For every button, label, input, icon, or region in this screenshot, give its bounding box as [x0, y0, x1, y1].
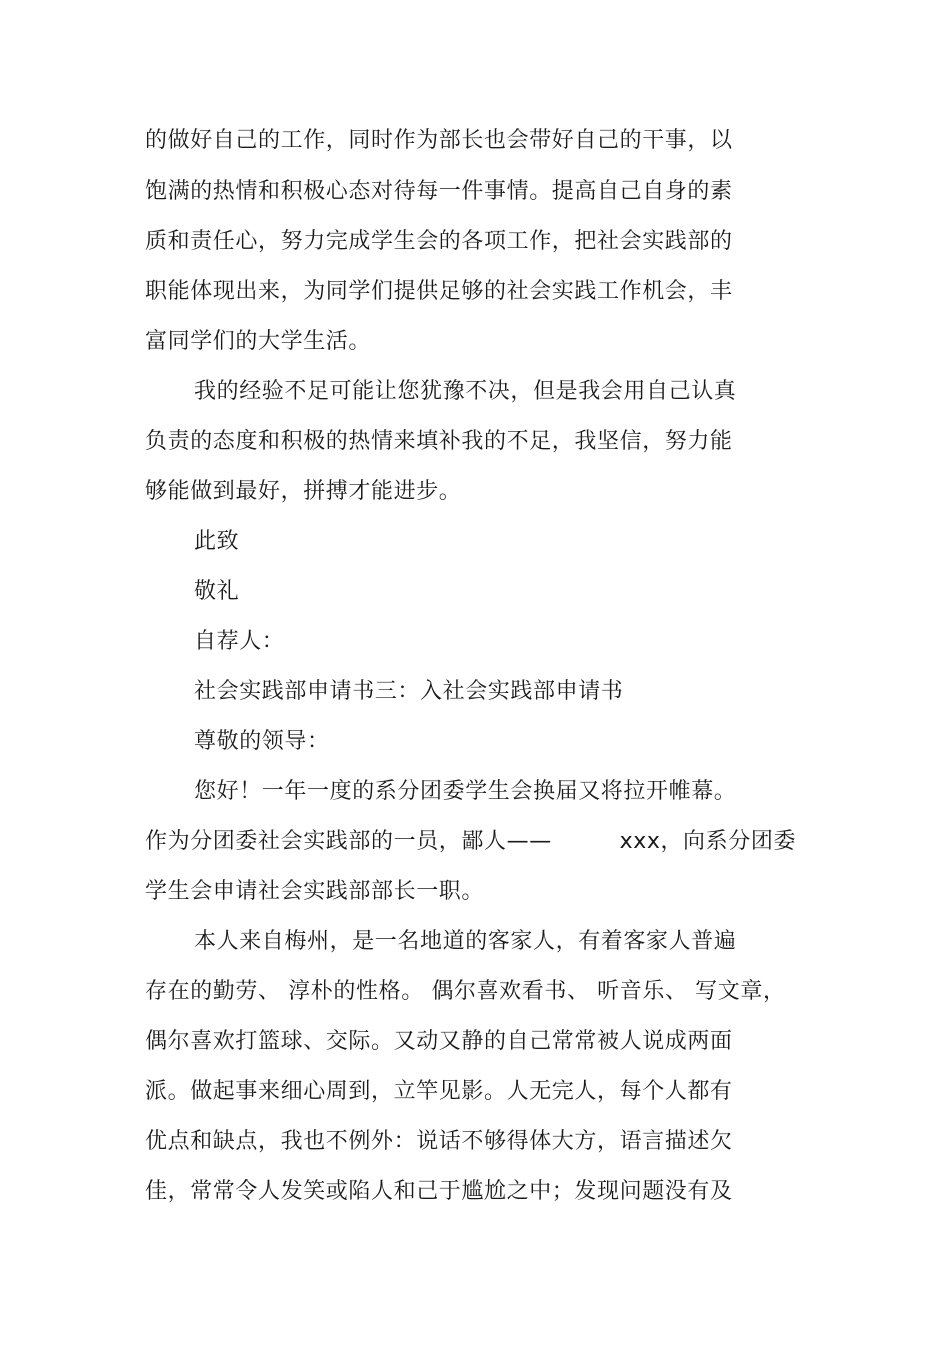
- paragraph-line: 饱满的热情和积极心态对待每一件事情。提高自己自身的素: [145, 179, 733, 204]
- paragraph-line: 质和责任心，努力完成学生会的各项工作，把社会实践部的: [145, 229, 733, 254]
- closing-phrase: 此致: [194, 529, 240, 554]
- paragraph-line: 偶尔喜欢打篮球、交际。又动又静的自己常常被人说成两面: [145, 1029, 733, 1054]
- paragraph-line: 富同学们的大学生活。: [145, 329, 372, 354]
- section-title: 社会实践部申请书三：入社会实践部申请书: [194, 679, 624, 704]
- paragraph-line: 优点和缺点，我也不例外：说话不够得体大方，语言描述欠: [145, 1129, 733, 1154]
- paragraph-line: 本人来自梅州，是一名地道的客家人，有着客家人普遍: [194, 929, 737, 954]
- paragraph-line: 我的经验不足可能让您犹豫不决，但是我会用自己认真: [194, 379, 737, 404]
- paragraph-line: 职能体现出来，为同学们提供足够的社会实践工作机会，丰: [145, 279, 733, 304]
- closing-salute: 敬礼: [194, 579, 240, 604]
- paragraph-line: 的做好自己的工作，同时作为部长也会带好自己的干事，以: [145, 128, 733, 153]
- paragraph-line: 学生会申请社会实践部部长一职。: [145, 879, 485, 904]
- paragraph-line: 佳，常常令人发笑或陷人和己于尴尬之中；发现问题没有及: [145, 1179, 733, 1204]
- paragraph-line: 您好！一年一度的系分团委学生会换届又将拉开帷幕。: [194, 779, 737, 804]
- paragraph-line: 负责的态度和积极的热情来填补我的不足，我坚信，努力能: [145, 429, 733, 454]
- paragraph-line: 够能做到最好，拼搏才能进步。: [145, 479, 462, 504]
- salutation: 尊敬的领导：: [194, 729, 330, 754]
- paragraph-line: 派。做起事来细心周到，立竿见影。人无完人，每个人都有: [145, 1079, 733, 1104]
- paragraph-line: 存在的勤劳、 淳朴的性格。 偶尔喜欢看书、 听音乐、 写文章，: [145, 979, 786, 1004]
- signature-label: 自荐人：: [194, 629, 285, 654]
- paragraph-line: 作为分团委社会实践部的一员，鄙人—— xxx，向系分团委: [145, 829, 797, 854]
